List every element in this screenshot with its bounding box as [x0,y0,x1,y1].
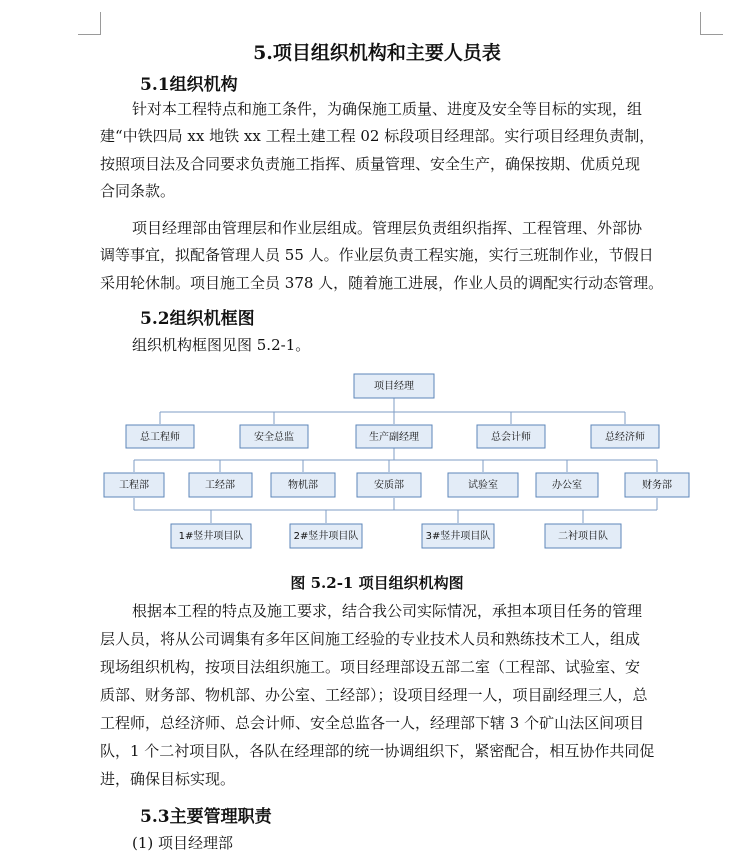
list-item: (1) 项目经理部 [132,834,234,852]
org-node-label: 总会计师 [491,432,531,443]
paragraph-line: 工程师，总经济师、总会计师、安全总监各一人，经理部下辖 3 个矿山法区间项目 [100,714,645,732]
org-node-label: 总工程师 [140,432,180,443]
org-node-engineering-dept [104,473,164,497]
figure-caption: 图 5.2-1 项目组织机构图 [290,574,464,592]
paragraph-line: 质部、财务部、物机部、办公室、工经部）；设项目经理一人，项目副经理三人，总 [100,686,648,704]
paragraph-line: 根据本工程的特点及施工要求，结合我公司实际情况，承担本项目任务的管理 [132,602,643,620]
org-node-secondary-lining-team [545,524,621,548]
org-node-label: 生产副经理 [369,432,419,443]
org-chart [0,362,754,562]
crop-mark-top-right [700,12,723,35]
org-node-label: 试验室 [468,480,498,491]
org-node-label: 2#竖井项目队 [293,531,359,542]
org-node-shaft-team-2 [290,524,362,548]
org-node-label: 二衬项目队 [558,531,608,542]
org-node-label: 安质部 [374,480,404,491]
section-heading-5-3: 5.3主要管理职责 [140,807,272,827]
paragraph-line: 采用轮休制。项目施工全员 378 人，随着施工进展，作业人员的调配实行动态管理。 [100,274,664,292]
paragraph-line: 针对本工程特点和施工条件，为确保施工质量、进度及安全等目标的实现，组 [132,100,643,118]
org-node-finance-dept [625,473,689,497]
paragraph-line: 进，确保目标实现。 [100,770,236,788]
org-node-office [536,473,598,497]
org-node-shaft-team-3 [422,524,494,548]
section-heading-5-1: 5.1组织机构 [140,75,238,95]
org-node-label: 总经济师 [605,432,645,443]
paragraph-line: 调等事宜，拟配备管理人员 55 人。作业层负责工程实施，实行三班制作业，节假日 [100,246,654,264]
org-node-label: 办公室 [552,480,582,491]
org-chart-connectors [134,398,657,523]
org-node-deputy-production-manager [356,425,432,448]
org-node-materials-machinery-dept [271,473,335,497]
org-node-label: 财务部 [642,480,672,491]
org-node-label: 工程部 [119,480,149,491]
org-node-label: 物机部 [288,480,318,491]
org-node-safety-director [240,425,308,448]
crop-mark-top-left [78,12,101,35]
figure-intro: 组织机构框图见图 5.2-1。 [132,336,311,354]
org-node-chief-economist [591,425,659,448]
org-node-project-manager [354,374,434,398]
page-title: 5.项目组织机构和主要人员表 [253,42,501,64]
paragraph-line: 层人员，将从公司调集有多年区间施工经验的专业技术人员和熟练技术工人，组成 [100,630,641,648]
org-node-label: 安全总监 [254,432,294,443]
paragraph-line: 建“中铁四局 xx 地铁 xx 工程土建工程 02 标段项目经理部。实行项目经理负责制， [100,127,655,145]
section-heading-5-2: 5.2组织机框图 [140,309,255,329]
org-node-shaft-team-1 [171,524,251,548]
org-node-label: 3#竖井项目队 [425,531,491,542]
org-node-chief-accountant [477,425,545,448]
org-node-label: 工经部 [205,480,235,491]
paragraph-line: 现场组织机构，按项目法组织施工。项目经理部设五部二室（工程部、试验室、安 [100,658,641,676]
org-node-safety-quality-dept [357,473,421,497]
org-node-laboratory [448,473,518,497]
paragraph-line: 按照项目法及合同要求负责施工指挥、质量管理、安全生产，确保按期、优质兑现 [100,155,641,173]
paragraph-line: 合同条款。 [100,182,176,200]
org-node-label: 1#竖井项目队 [178,531,244,542]
org-node-label: 项目经理 [374,381,414,392]
paragraph-line: 队，1 个二衬项目队，各队在经理部的统一协调组织下，紧密配合，相互协作共同促 [100,742,655,760]
paragraph-line: 项目经理部由管理层和作业层组成。管理层负责组织指挥、工程管理、外部协 [132,219,643,237]
org-node-chief-engineer [126,425,194,448]
org-node-engineering-economics-dept [189,473,252,497]
